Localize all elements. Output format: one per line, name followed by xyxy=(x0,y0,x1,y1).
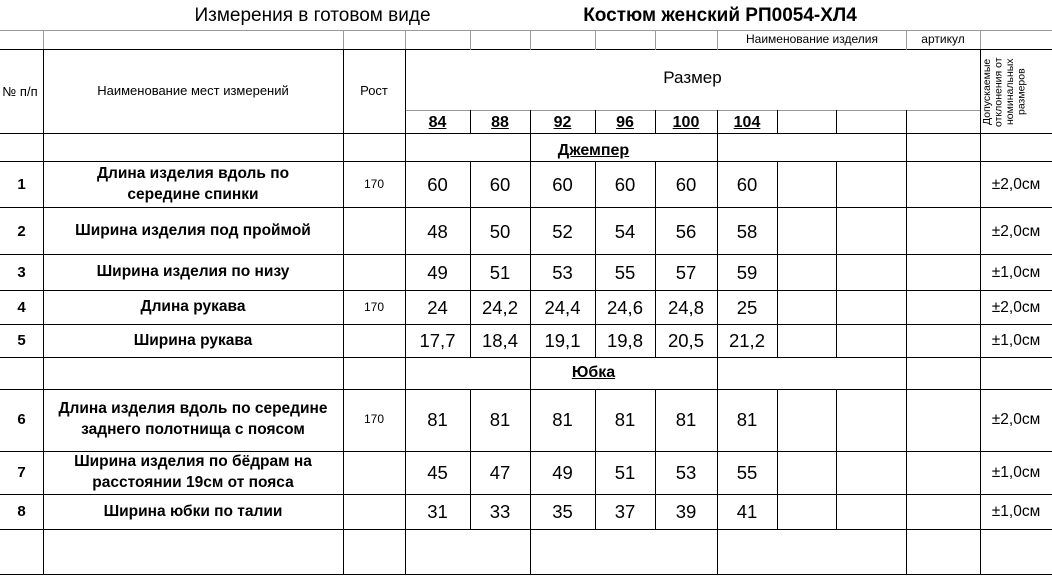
row-4-value-96: 24,6 xyxy=(606,296,643,318)
row-8-label: Ширина юбки по талии xyxy=(103,502,283,520)
row-2-label: Ширина изделия под проймой xyxy=(75,222,311,240)
row-4-value-84: 24 xyxy=(427,296,448,318)
gridline xyxy=(0,494,1052,495)
row-3-value-104: 59 xyxy=(736,261,758,283)
header-measurement-place: Наименование мест измерений xyxy=(97,83,289,99)
row-2-tolerance: ±2,0см xyxy=(991,222,1041,240)
article-label: артикул xyxy=(921,32,965,47)
gridline xyxy=(777,161,778,358)
gridline xyxy=(595,30,596,50)
row-2-height xyxy=(343,208,405,255)
gridline xyxy=(0,254,1052,255)
product-name: Костюм женский РП0054-ХЛ4 xyxy=(583,5,857,27)
row-3-value-96: 55 xyxy=(614,261,636,283)
row-8-tolerance: ±1,0см xyxy=(991,503,1041,521)
gridline xyxy=(0,324,1052,325)
row-3-value-88: 51 xyxy=(489,261,511,283)
row-4-value-100: 24,8 xyxy=(667,296,704,318)
row-5-value-96: 19,8 xyxy=(606,330,643,352)
row-6-value-84: 81 xyxy=(427,409,448,431)
gridline xyxy=(0,49,1052,50)
gridline xyxy=(530,357,531,575)
row-8-value-92: 35 xyxy=(552,501,573,523)
size-100: 100 xyxy=(672,113,700,131)
row-1-value-84: 60 xyxy=(427,173,448,195)
row-6-value-92: 81 xyxy=(552,409,573,431)
row-5-label: Ширина рукава xyxy=(133,331,253,349)
row-1-value-100: 60 xyxy=(675,173,697,195)
row-1-label: Длина изделия вдоль по середине спинки xyxy=(96,164,290,203)
row-4-value-88: 24,2 xyxy=(481,296,518,318)
gridline xyxy=(777,389,778,530)
gridline xyxy=(530,110,531,358)
row-2-value-84: 48 xyxy=(427,220,448,242)
row-6-height: 170 xyxy=(363,412,385,427)
size-104: 104 xyxy=(733,113,761,131)
row-7-tolerance: ±1,0см xyxy=(991,464,1041,482)
gridline xyxy=(655,30,656,50)
gridline xyxy=(906,110,907,575)
row-3-tolerance: ±1,0см xyxy=(991,263,1041,281)
row-7-value-96: 51 xyxy=(614,462,636,484)
row-2-value-96: 54 xyxy=(614,220,636,242)
gridline xyxy=(595,110,596,134)
gridline xyxy=(836,389,837,530)
header-height: Рост xyxy=(360,83,388,99)
size-88: 88 xyxy=(491,113,509,131)
row-7-height xyxy=(343,452,405,494)
gridline xyxy=(0,30,1052,31)
size-84: 84 xyxy=(428,113,447,131)
row-2-value-100: 56 xyxy=(675,220,697,242)
gridline xyxy=(405,30,406,50)
row-6-number: 6 xyxy=(17,411,26,429)
gridline xyxy=(470,161,471,358)
gridline xyxy=(655,110,656,134)
sheet-title: Измерения в готовом виде xyxy=(194,5,431,27)
row-5-value-88: 18,4 xyxy=(481,330,518,352)
row-7-value-92: 49 xyxy=(552,462,573,484)
row-5-height xyxy=(343,325,405,357)
row-4-label: Длина рукава xyxy=(140,298,246,316)
gridline xyxy=(470,30,471,50)
gridline xyxy=(717,110,718,575)
gridline xyxy=(0,529,1052,530)
row-1-value-88: 60 xyxy=(489,173,511,195)
row-8-value-96: 37 xyxy=(614,501,636,523)
gridline xyxy=(343,30,344,50)
row-3-number: 3 xyxy=(17,263,26,281)
product-name-label: Наименование изделия xyxy=(746,32,878,47)
size-92: 92 xyxy=(553,113,572,131)
row-1-height: 170 xyxy=(363,176,385,191)
row-5-number: 5 xyxy=(17,332,26,350)
row-8-value-88: 33 xyxy=(489,501,511,523)
row-7-value-104: 55 xyxy=(736,462,758,484)
row-1-value-92: 60 xyxy=(552,173,573,195)
row-7-label: Ширина изделия по бёдрам на расстоянии 19см от пояса xyxy=(74,453,312,491)
gridline xyxy=(0,389,1052,390)
gridline xyxy=(43,49,44,575)
gridline xyxy=(0,357,1052,358)
gridline xyxy=(530,30,531,50)
row-2-value-88: 50 xyxy=(489,220,511,242)
row-4-number: 4 xyxy=(17,298,26,316)
gridline xyxy=(980,49,981,575)
row-2-value-104: 58 xyxy=(736,220,758,242)
row-5-value-84: 17,7 xyxy=(419,330,456,352)
row-1-value-96: 60 xyxy=(614,173,636,195)
section-jumper: Джемпер xyxy=(557,141,630,159)
row-2-value-92: 52 xyxy=(552,220,573,242)
row-3-height xyxy=(343,255,405,290)
row-8-value-100: 39 xyxy=(675,501,697,523)
row-7-value-84: 45 xyxy=(427,462,448,484)
gridline xyxy=(655,161,656,358)
row-8-value-104: 41 xyxy=(736,501,758,523)
gridline xyxy=(0,451,1052,452)
gridline xyxy=(0,207,1052,208)
row-4-tolerance: ±2,0см xyxy=(991,298,1041,316)
gridline xyxy=(906,30,907,50)
gridline xyxy=(595,389,596,530)
gridline xyxy=(0,290,1052,291)
gridline xyxy=(343,49,344,575)
row-3-value-100: 57 xyxy=(675,261,697,283)
gridline xyxy=(0,574,1052,575)
row-3-label: Ширина изделия по низу xyxy=(96,263,290,281)
header-size: Размер xyxy=(663,68,722,88)
row-3-value-92: 53 xyxy=(552,261,573,283)
gridline xyxy=(836,161,837,358)
size-96: 96 xyxy=(616,113,634,131)
row-5-tolerance: ±1,0см xyxy=(991,332,1041,350)
gridline xyxy=(470,110,471,134)
section-skirt: Юбка xyxy=(571,363,616,381)
row-4-height: 170 xyxy=(363,299,385,314)
gridline xyxy=(595,161,596,358)
row-7-value-88: 47 xyxy=(489,462,511,484)
row-5-value-92: 19,1 xyxy=(544,330,581,352)
row-8-value-84: 31 xyxy=(427,501,448,523)
gridline xyxy=(777,110,778,134)
gridline xyxy=(405,110,980,111)
gridline xyxy=(836,110,837,134)
header-row-number: № п/п xyxy=(2,83,38,99)
gridline xyxy=(0,133,1052,134)
row-6-value-100: 81 xyxy=(675,409,697,431)
gridline xyxy=(980,30,981,50)
gridline xyxy=(0,161,1052,162)
gridline xyxy=(655,389,656,530)
row-1-value-104: 60 xyxy=(736,173,758,195)
row-6-value-104: 81 xyxy=(736,409,758,431)
row-4-value-92: 24,4 xyxy=(544,296,581,318)
row-8-number: 8 xyxy=(17,503,26,521)
gridline xyxy=(405,49,406,575)
row-6-value-88: 81 xyxy=(489,409,511,431)
row-1-tolerance: ±2,0см xyxy=(991,175,1041,193)
row-5-value-104: 21,2 xyxy=(728,330,765,352)
gridline xyxy=(43,30,44,50)
row-3-value-84: 49 xyxy=(427,261,448,283)
row-6-tolerance: ±2,0см xyxy=(991,411,1041,429)
row-8-height xyxy=(343,495,405,529)
row-2-number: 2 xyxy=(17,222,26,240)
row-4-value-104: 25 xyxy=(736,296,758,318)
gridline xyxy=(470,389,471,530)
row-6-label: Длина изделия вдоль по середине заднего полотнища с поясом xyxy=(58,400,328,438)
row-6-value-96: 81 xyxy=(614,409,636,431)
gridline xyxy=(717,30,718,50)
row-7-number: 7 xyxy=(17,464,26,482)
header-tolerance: Допускаемые отклонения от номинальных размеров xyxy=(981,57,1028,127)
row-7-value-100: 53 xyxy=(675,462,697,484)
row-5-value-100: 20,5 xyxy=(667,330,704,352)
row-1-number: 1 xyxy=(17,175,26,193)
